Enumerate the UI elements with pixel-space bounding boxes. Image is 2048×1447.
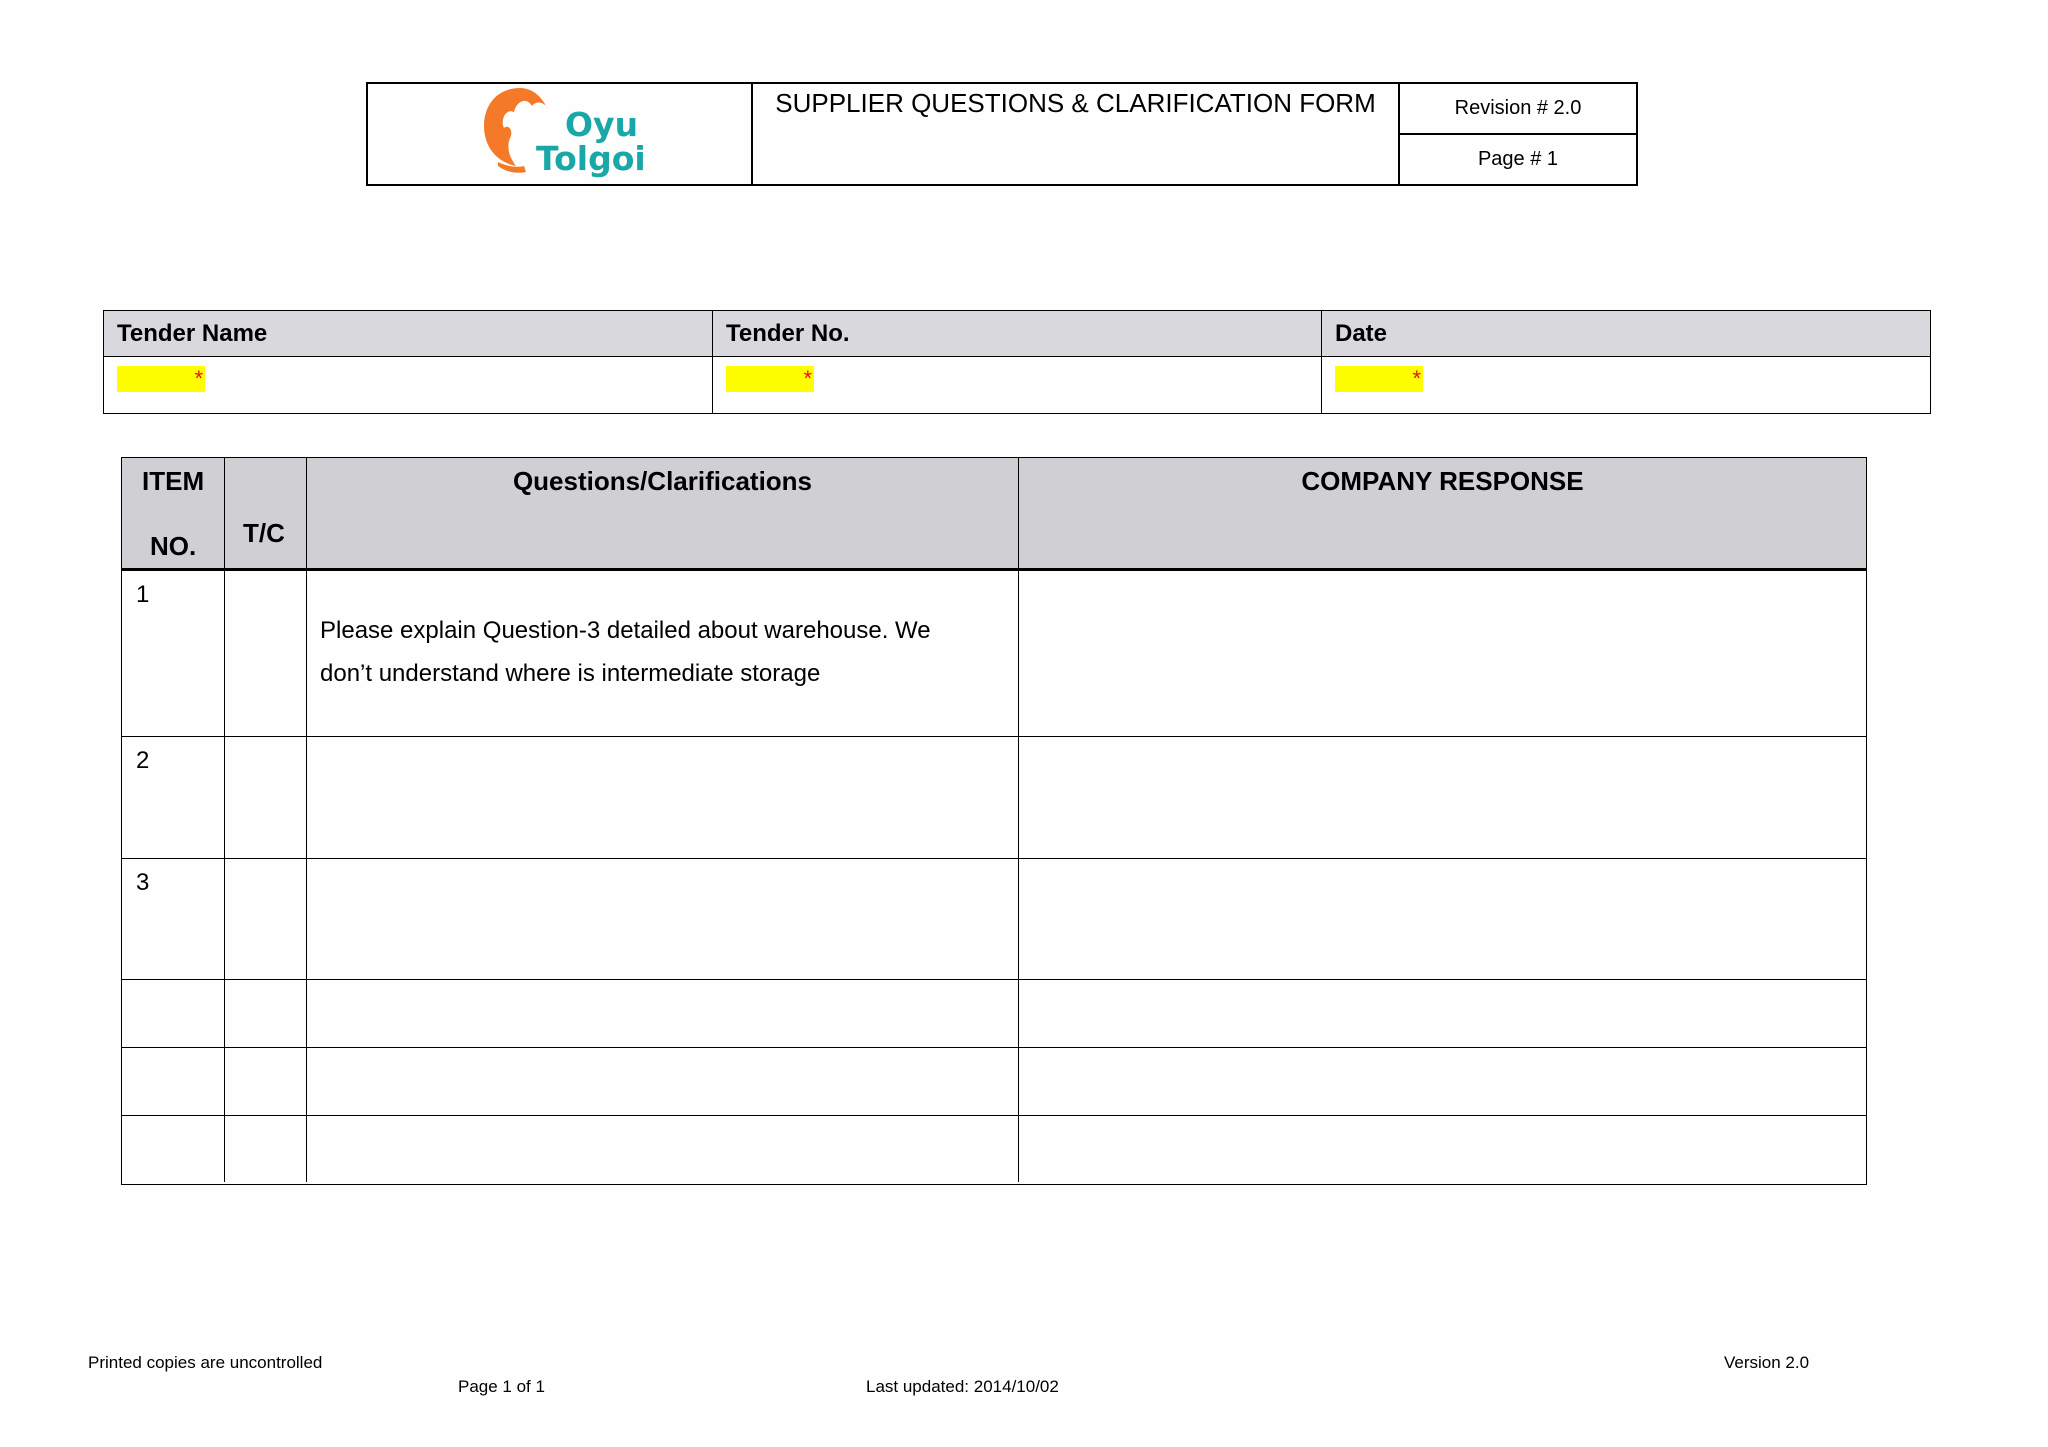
page-count: Page 1 of 1	[458, 1377, 545, 1396]
form-meta	[1400, 84, 1636, 184]
logo-line-2: Tolgoi	[536, 139, 646, 178]
logo-line-1: Oyu	[565, 105, 639, 144]
tender-name-header: Tender Name	[104, 311, 713, 356]
item-cell[interactable]	[122, 737, 225, 858]
tc-cell[interactable]	[225, 737, 307, 858]
item-cell[interactable]	[122, 859, 225, 979]
company-response-header: COMPANY RESPONSE	[1301, 466, 1584, 496]
question-text: Please explain Question-3 detailed about warehouse. We don’t understand where is intermediate storage	[320, 617, 931, 687]
tender-no-cell	[713, 357, 1322, 413]
response-cell[interactable]	[1019, 1048, 1866, 1115]
response-cell[interactable]	[1019, 1116, 1866, 1182]
questions-table-header	[122, 458, 1866, 571]
revision-label: Revision # 2.0	[1400, 84, 1636, 135]
page-number-label: Page # 1	[1477, 148, 1559, 170]
tender-no-header: Tender No.	[713, 311, 1322, 356]
form-header	[366, 82, 1638, 186]
item-cell[interactable]	[122, 1116, 225, 1182]
table-row	[122, 737, 1866, 859]
table-row	[122, 571, 1866, 737]
last-updated: Last updated: 2014/10/02	[866, 1377, 1059, 1396]
question-cell[interactable]	[307, 737, 1019, 858]
response-cell[interactable]	[1019, 980, 1866, 1047]
question-cell[interactable]	[307, 859, 1019, 979]
tc-cell[interactable]	[225, 1116, 307, 1182]
response-cell[interactable]	[1019, 571, 1866, 736]
tc-cell[interactable]	[225, 980, 307, 1047]
form-title: SUPPLIER QUESTIONS & CLARIFICATION FORM	[753, 84, 1400, 184]
response-cell[interactable]	[1019, 859, 1866, 979]
tender-name-cell	[104, 357, 713, 413]
tender-info-input-row	[104, 357, 1930, 413]
logo-wordmark	[536, 105, 646, 178]
tc-cell[interactable]	[225, 859, 307, 979]
item-number: 2	[136, 747, 150, 774]
date-field[interactable]: *	[1335, 366, 1423, 392]
questions-table	[121, 457, 1867, 1185]
tender-no-field[interactable]: *	[726, 366, 814, 392]
no-header-label: NO.	[150, 531, 197, 561]
table-row	[122, 1048, 1866, 1116]
question-cell[interactable]	[307, 980, 1019, 1047]
item-cell[interactable]	[122, 571, 225, 736]
item-cell[interactable]	[122, 980, 225, 1047]
date-header: Date	[1335, 319, 1388, 347]
tc-header	[225, 458, 307, 568]
uncontrolled-note: Printed copies are uncontrolled	[88, 1353, 323, 1372]
tender-info-header-row	[104, 311, 1930, 357]
date-cell	[1322, 357, 1930, 413]
question-cell[interactable]	[307, 1048, 1019, 1115]
question-cell[interactable]	[307, 1116, 1019, 1182]
response-cell[interactable]	[1019, 737, 1866, 858]
item-number: 1	[136, 581, 150, 608]
tc-cell[interactable]	[225, 1048, 307, 1115]
logo-cell	[368, 84, 753, 184]
item-header-label: ITEM	[142, 466, 205, 496]
question-cell[interactable]	[307, 571, 1019, 736]
tender-info-table	[103, 310, 1931, 414]
tc-cell[interactable]	[225, 571, 307, 736]
table-row	[122, 1116, 1866, 1182]
tc-header-label: T/C	[243, 518, 285, 548]
tender-name-field[interactable]: *	[117, 366, 205, 392]
questions-header: Questions/Clarifications	[307, 458, 1019, 568]
table-row	[122, 859, 1866, 980]
table-row	[122, 980, 1866, 1048]
item-cell[interactable]	[122, 1048, 225, 1115]
item-number: 3	[136, 869, 150, 896]
version-label: Version 2.0	[1724, 1353, 1810, 1372]
item-no-header	[122, 458, 225, 568]
